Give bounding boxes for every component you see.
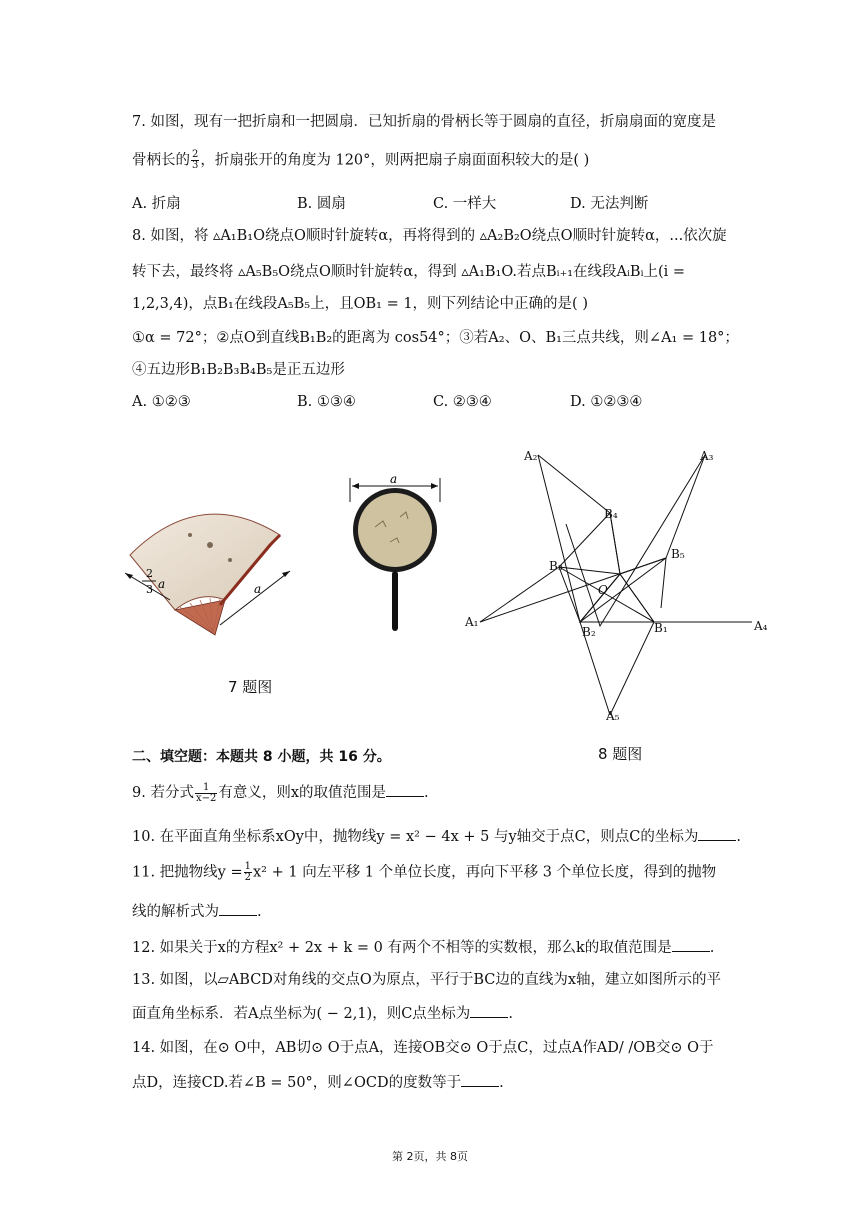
q12-stem: 12. 如果关于x的方程x² + 2x + k = 0 有两个不相等的实数根，那么k的取值范围是 . [132,937,714,958]
fan-label-a: a [158,577,166,591]
q11-stem-line2: 线的解析式为 . [132,901,262,922]
q7-option-c: C. 一样大 [433,196,497,212]
q9-stem: 9. 若分式 $\frac{1}{x-2}$ 有意义，则x的取值范围是 . [132,781,429,804]
q13-stem-line2: 面直角坐标系．若A点坐标为( − 2,1)，则C点坐标为 . [132,1003,513,1024]
fan-label-frac-n: 2 [146,567,153,580]
star-label-b5: B₅ [671,547,685,561]
q8-stem-line3: 1,2,3,4)，点B₁在线段A₅B₅上，且OB₁ = 1，则下列结论中正确的是( ) [132,296,588,312]
q9-fraction: $\frac{1}{x-2}$ [195,781,217,804]
q7-option-d: D. 无法判断 [570,196,649,212]
q7-option-b: B. 圆扇 [297,196,346,212]
star-figure [460,440,780,730]
q9-answer-blank[interactable] [386,782,424,797]
fig8-caption: 8 题图 [598,745,643,763]
star-label-a3: A₃ [700,449,714,463]
q8-option-d: D. ①②③④ [570,394,643,410]
round-fan-figure [340,472,450,637]
q8-option-a: A. ①②③ [132,394,191,410]
q11-answer-blank[interactable] [219,901,257,916]
q7-stem-line2 [132,150,589,171]
q12-answer-blank[interactable] [672,937,710,952]
star-label-b3: B₃ [549,559,563,573]
star-label-a5: A₅ [606,709,620,723]
q10-answer-blank[interactable] [698,826,736,841]
q13-stem-line1: 13. 如图，以▱ABCD对角线的交点O为原点，平行于BC边的直线为x轴，建立如图所示的平 [132,972,722,988]
star-label-b1: B₁ [654,621,668,635]
page-footer: 第 2页，共 8页 [392,1150,468,1163]
q7-fraction: $\frac{2}{3}$ [192,149,199,171]
q7-option-a: A. 折扇 [132,196,181,212]
star-label-a1: A₁ [465,615,479,629]
star-label-b4: B₄ [604,507,618,521]
q10-stem: 10. 在平面直角坐标系xOy中，抛物线y = x² − 4x + 5 与y轴交于点C，则点C的坐标为 . [132,826,741,847]
fig7-caption: 7 题图 [228,678,273,696]
q14-answer-blank[interactable] [461,1072,499,1087]
q8-option-c: C. ②③④ [433,394,492,410]
q8-stem-line4: ①α = 72°；②点O到直线B₁B₂的距离为 cos54°；③若A₂、O、B₁三点共线，则∠A₁ = 18°； [132,330,739,346]
fan-label-a2: a [254,582,262,596]
star-label-o: O [598,583,608,597]
q13-answer-blank[interactable] [470,1003,508,1018]
q11-stem-line1: 11. 把抛物线y = $\frac{1}{2}$ x² + 1 向左平移 1 个单位长度，再向下平移 3 个单位长度，得到的抛物 [132,861,717,883]
section-title: 二、填空题：本题共 8 小题，共 16 分。 [132,749,391,765]
q7-stem-text: 骨柄长的 [132,152,190,169]
q14-stem-line2: 点D，连接CD.若∠B = 50°，则∠OCD的度数等于 . [132,1072,504,1093]
q7-stem-text2: ，折扇张开的角度为 120°，则两把扇子扇面面积较大的是( ) [200,152,590,169]
q8-option-b: B. ①③④ [297,394,356,410]
q7-stem-line1: 7. 如图，现有一把折扇和一把圆扇．已知折扇的骨柄长等于圆扇的直径，折扇扇面的宽度是 [132,114,716,130]
star-label-b2: B₂ [582,625,596,639]
q8-stem-line2: 转下去，最终将 ▵A₅B₅O绕点O顺时针旋转α，得到 ▵A₁B₁O.若点Bᵢ₊₁在线段AᵢBᵢ上(i = [132,264,686,280]
fan-label-frac-d: 3 [146,583,153,596]
star-label-a4: A₄ [754,619,768,633]
round-label-a: a [390,472,398,486]
q11-fraction: $\frac{1}{2}$ [244,861,251,883]
q14-stem-line1: 14. 如图，在⊙ O中，AB切⊙ O于点A，连接OB交⊙ O于点C，过点A作AD/ /OB交⊙ O于 [132,1040,714,1056]
folding-fan-figure [120,505,310,645]
q8-stem-line5: ④五边形B₁B₂B₃B₄B₅是正五边形 [132,362,345,378]
q8-stem-line1: 8. 如图，将 ▵A₁B₁O绕点O顺时针旋转α，再将得到的 ▵A₂B₂O绕点O顺时针旋转α，...依次旋 [132,228,727,244]
star-label-a2: A₂ [524,449,538,463]
